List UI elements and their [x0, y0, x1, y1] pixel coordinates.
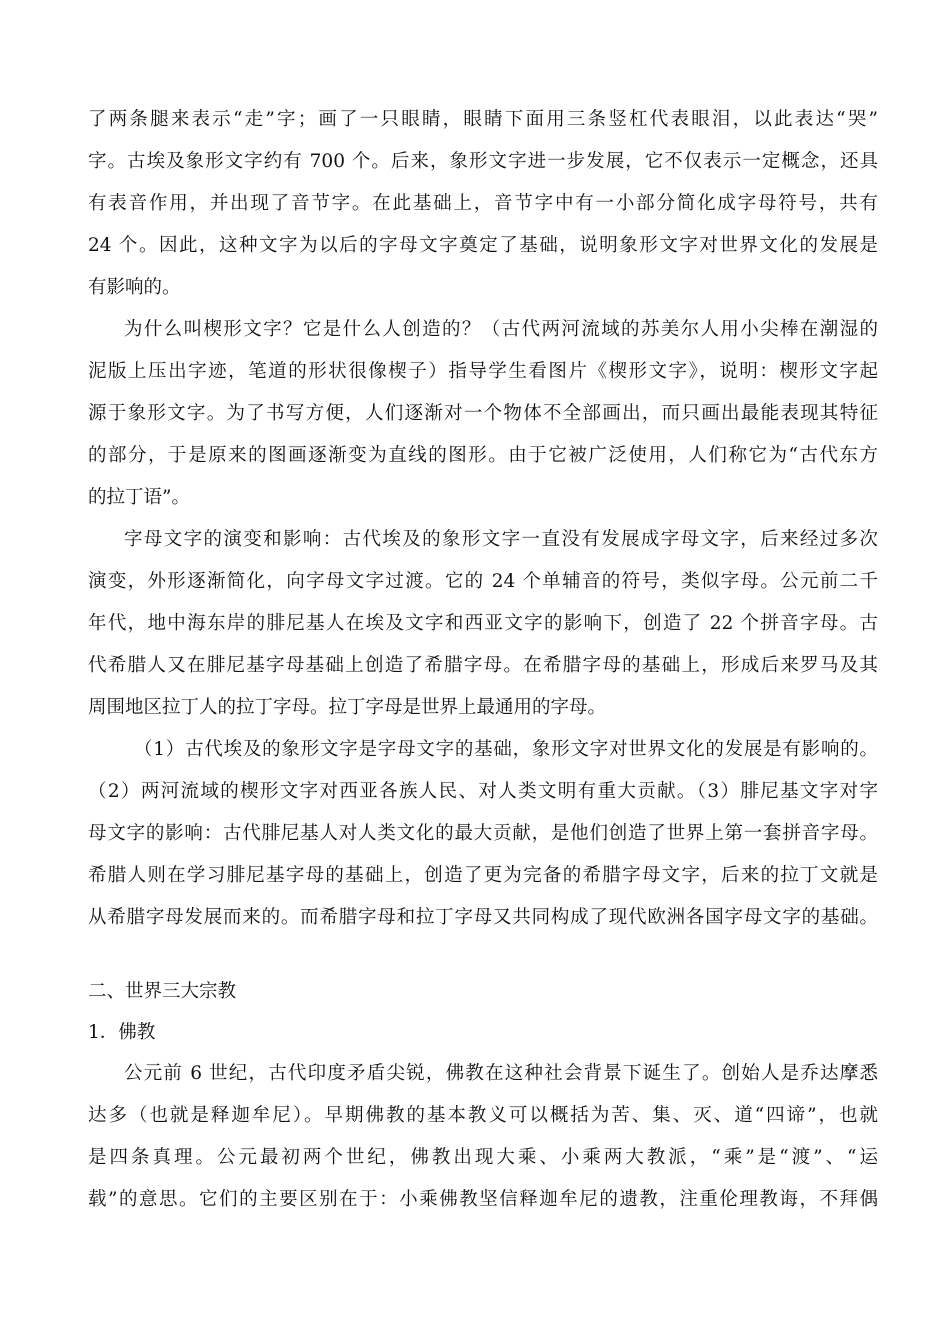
paragraph-4-line-4: 希腊人则在学习腓尼基字母的基础上，创造了更为完备的希腊字母文字，后来的拉丁文就是: [88, 865, 878, 886]
paragraph-5-line-1: 公元前 6 世纪，古代印度矛盾尖锐，佛教在这种社会背景下诞生了。创始人是乔达摩悉: [124, 1063, 878, 1084]
paragraph-2-line-3: 源于象形文字。为了书写方便，人们逐渐对一个物体不全部画出，而只画出最能表现其特征: [88, 403, 878, 424]
paragraph-4-line-5: 从希腊字母发展而来的。而希腊字母和拉丁字母又共同构成了现代欧洲各国字母文字的基础。: [88, 907, 878, 928]
paragraph-2-line-1: 为什么叫楔形文字？它是什么人创造的？（古代两河流域的苏美尔人用小尖棒在潮湿的: [124, 319, 878, 340]
paragraph-1-line-2: 字。古埃及象形文字约有 700 个。后来，象形文字进一步发展，它不仅表示一定概念，还具: [88, 151, 878, 172]
paragraph-4-line-2: （2）两河流域的楔形文字对西亚各族人民、对人类文明有重大贡献。（3）腓尼基文字对字: [88, 781, 878, 802]
paragraph-2-line-5: 的拉丁语”。: [88, 487, 190, 508]
paragraph-2-line-2: 泥版上压出字迹，笔道的形状很像楔子）指导学生看图片《楔形文字》，说明：楔形文字起: [88, 361, 878, 382]
paragraph-1-line-1: 了两条腿来表示“走”字；画了一只眼睛，眼睛下面用三条竖杠代表眼泪，以此表达“哭”: [88, 109, 878, 130]
paragraph-3-line-2: 演变，外形逐渐简化，向字母文字过渡。它的 24 个单辅音的符号，类似字母。公元前二千: [88, 571, 878, 592]
paragraph-4-line-1: （1）古代埃及的象形文字是字母文字的基础，象形文字对世界文化的发展是有影响的。: [134, 739, 878, 760]
paragraph-1-line-5: 有影响的。: [88, 277, 181, 298]
paragraph-2-line-4: 的部分，于是原来的图画逐渐变为直线的图形。由于它被广泛使用，人们称它为“古代东方: [88, 445, 878, 466]
paragraph-3-line-3: 年代，地中海东岸的腓尼基人在埃及文字和西亚文字的影响下，创造了 22 个拼音字母。古: [88, 613, 878, 634]
subsection-heading: 1．佛教: [88, 1022, 156, 1043]
section-heading: 二、世界三大宗教: [88, 981, 237, 1002]
paragraph-1-line-3: 有表音作用，并出现了音节字。在此基础上，音节字中有一小部分简化成字母符号，共有: [88, 193, 878, 214]
paragraph-3-line-4: 代希腊人又在腓尼基字母基础上创造了希腊字母。在希腊字母的基础上，形成后来罗马及其: [88, 655, 878, 676]
paragraph-1-line-4: 24 个。因此，这种文字为以后的字母文字奠定了基础，说明象形文字对世界文化的发展是: [88, 235, 878, 256]
paragraph-3-line-1: 字母文字的演变和影响：古代埃及的象形文字一直没有发展成字母文字，后来经过多次: [124, 529, 878, 550]
paragraph-5-line-3: 是四条真理。公元最初两个世纪，佛教出现大乘、小乘两大教派，“乘”是“渡”、“运: [88, 1147, 878, 1168]
paragraph-3-line-5: 周围地区拉丁人的拉丁字母。拉丁字母是世界上最通用的字母。: [88, 697, 607, 718]
paragraph-4-line-3: 母文字的影响：古代腓尼基人对人类文化的最大贡献，是他们创造了世界上第一套拼音字母。: [88, 823, 878, 844]
paragraph-5-line-4: 载”的意思。它们的主要区别在于：小乘佛教坚信释迦牟尼的遗教，注重伦理教诲，不拜偶: [88, 1189, 878, 1210]
paragraph-5-line-2: 达多（也就是释迦牟尼）。早期佛教的基本教义可以概括为苦、集、灭、道“四谛”，也就: [88, 1105, 878, 1126]
